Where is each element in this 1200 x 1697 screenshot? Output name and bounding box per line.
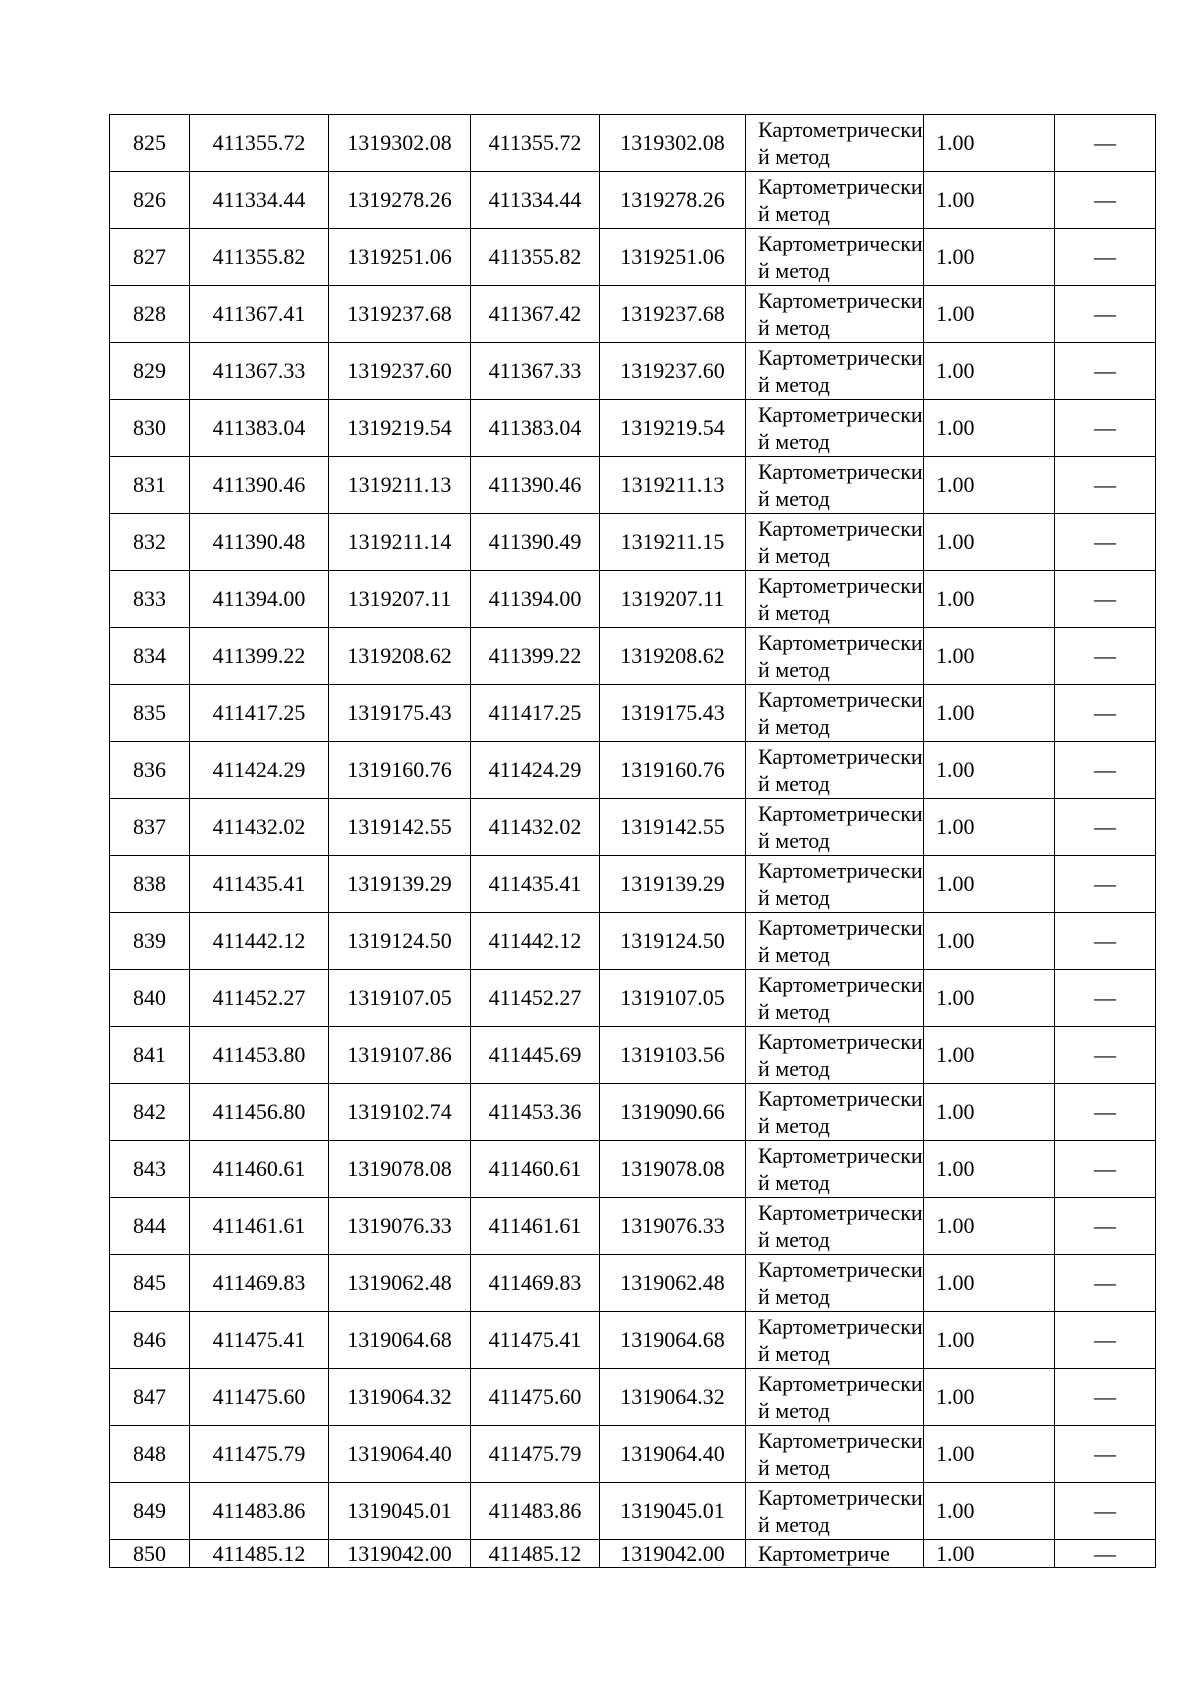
point-number-cell: 834 (110, 628, 190, 685)
point-number-cell: 825 (110, 115, 190, 172)
note-cell: — (1055, 400, 1156, 457)
method-cell: Картометрический метод (746, 799, 924, 856)
refined-y-cell: 1319237.68 (600, 286, 746, 343)
existing-x-cell: 411394.00 (190, 571, 329, 628)
precision-cell: 1.00 (924, 1540, 1055, 1568)
point-number-cell: 841 (110, 1027, 190, 1084)
refined-y-cell: 1319219.54 (600, 400, 746, 457)
refined-x-cell: 411367.33 (471, 343, 600, 400)
method-cell: Картометрический метод (746, 343, 924, 400)
table-row (110, 685, 1156, 742)
refined-y-cell: 1319302.08 (600, 115, 746, 172)
point-number-cell: 838 (110, 856, 190, 913)
table-row (110, 1255, 1156, 1312)
existing-x-cell: 411442.12 (190, 913, 329, 970)
method-cell: Картометрический метод (746, 628, 924, 685)
refined-x-cell: 411383.04 (471, 400, 600, 457)
existing-y-cell: 1319045.01 (329, 1483, 471, 1540)
existing-x-cell: 411461.61 (190, 1198, 329, 1255)
method-cell: Картометрический метод (746, 514, 924, 571)
refined-y-cell: 1319139.29 (600, 856, 746, 913)
note-cell: — (1055, 856, 1156, 913)
refined-y-cell: 1319208.62 (600, 628, 746, 685)
existing-x-cell: 411390.46 (190, 457, 329, 514)
precision-cell: 1.00 (924, 1084, 1055, 1141)
refined-y-cell: 1319078.08 (600, 1141, 746, 1198)
note-cell: — (1055, 115, 1156, 172)
note-cell: — (1055, 343, 1156, 400)
refined-y-cell: 1319160.76 (600, 742, 746, 799)
existing-x-cell: 411390.48 (190, 514, 329, 571)
existing-y-cell: 1319064.32 (329, 1369, 471, 1426)
refined-x-cell: 411334.44 (471, 172, 600, 229)
existing-x-cell: 411432.02 (190, 799, 329, 856)
table-row (110, 856, 1156, 913)
existing-y-cell: 1319237.60 (329, 343, 471, 400)
table-body (110, 115, 1156, 1568)
refined-x-cell: 411442.12 (471, 913, 600, 970)
table-row (110, 1141, 1156, 1198)
table-row (110, 514, 1156, 571)
point-number-cell: 828 (110, 286, 190, 343)
existing-x-cell: 411435.41 (190, 856, 329, 913)
note-cell: — (1055, 571, 1156, 628)
precision-cell: 1.00 (924, 1426, 1055, 1483)
refined-y-cell: 1319251.06 (600, 229, 746, 286)
refined-x-cell: 411452.27 (471, 970, 600, 1027)
existing-x-cell: 411424.29 (190, 742, 329, 799)
method-cell: Картометрический метод (746, 286, 924, 343)
refined-x-cell: 411355.82 (471, 229, 600, 286)
refined-y-cell: 1319042.00 (600, 1540, 746, 1568)
existing-y-cell: 1319251.06 (329, 229, 471, 286)
existing-y-cell: 1319062.48 (329, 1255, 471, 1312)
existing-y-cell: 1319124.50 (329, 913, 471, 970)
existing-y-cell: 1319042.00 (329, 1540, 471, 1568)
precision-cell: 1.00 (924, 913, 1055, 970)
point-number-cell: 831 (110, 457, 190, 514)
point-number-cell: 846 (110, 1312, 190, 1369)
note-cell: — (1055, 1027, 1156, 1084)
existing-x-cell: 411334.44 (190, 172, 329, 229)
note-cell: — (1055, 913, 1156, 970)
note-cell: — (1055, 1483, 1156, 1540)
coordinates-table (109, 114, 1156, 1568)
method-cell: Картометрический метод (746, 970, 924, 1027)
note-cell: — (1055, 229, 1156, 286)
point-number-cell: 830 (110, 400, 190, 457)
precision-cell: 1.00 (924, 1255, 1055, 1312)
point-number-cell: 844 (110, 1198, 190, 1255)
method-cell: Картометрический метод (746, 1312, 924, 1369)
method-cell: Картометрический метод (746, 1369, 924, 1426)
point-number-cell: 842 (110, 1084, 190, 1141)
refined-x-cell: 411417.25 (471, 685, 600, 742)
method-cell: Картометрический метод (746, 913, 924, 970)
refined-y-cell: 1319237.60 (600, 343, 746, 400)
refined-y-cell: 1319076.33 (600, 1198, 746, 1255)
refined-x-cell: 411355.72 (471, 115, 600, 172)
existing-y-cell: 1319076.33 (329, 1198, 471, 1255)
precision-cell: 1.00 (924, 628, 1055, 685)
refined-x-cell: 411399.22 (471, 628, 600, 685)
precision-cell: 1.00 (924, 286, 1055, 343)
method-cell: Картометрический метод (746, 1141, 924, 1198)
existing-x-cell: 411456.80 (190, 1084, 329, 1141)
existing-y-cell: 1319211.14 (329, 514, 471, 571)
refined-y-cell: 1319064.32 (600, 1369, 746, 1426)
refined-y-cell: 1319090.66 (600, 1084, 746, 1141)
refined-y-cell: 1319207.11 (600, 571, 746, 628)
existing-y-cell: 1319107.05 (329, 970, 471, 1027)
existing-y-cell: 1319102.74 (329, 1084, 471, 1141)
existing-x-cell: 411355.82 (190, 229, 329, 286)
existing-x-cell: 411355.72 (190, 115, 329, 172)
method-cell: Картометрический метод (746, 400, 924, 457)
existing-y-cell: 1319219.54 (329, 400, 471, 457)
table-row (110, 1084, 1156, 1141)
method-cell: Картометрический метод (746, 571, 924, 628)
existing-x-cell: 411475.41 (190, 1312, 329, 1369)
method-cell: Картометрический метод (746, 1426, 924, 1483)
point-number-cell: 845 (110, 1255, 190, 1312)
point-number-cell: 836 (110, 742, 190, 799)
table-row (110, 1426, 1156, 1483)
point-number-cell: 850 (110, 1540, 190, 1568)
point-number-cell: 847 (110, 1369, 190, 1426)
refined-x-cell: 411475.60 (471, 1369, 600, 1426)
existing-y-cell: 1319142.55 (329, 799, 471, 856)
method-cell: Картометрический метод (746, 685, 924, 742)
precision-cell: 1.00 (924, 685, 1055, 742)
note-cell: — (1055, 286, 1156, 343)
refined-y-cell: 1319062.48 (600, 1255, 746, 1312)
existing-x-cell: 411367.33 (190, 343, 329, 400)
existing-y-cell: 1319278.26 (329, 172, 471, 229)
note-cell: — (1055, 628, 1156, 685)
refined-x-cell: 411485.12 (471, 1540, 600, 1568)
table-row (110, 628, 1156, 685)
method-cell: Картометрический метод (746, 229, 924, 286)
existing-y-cell: 1319107.86 (329, 1027, 471, 1084)
refined-y-cell: 1319175.43 (600, 685, 746, 742)
refined-x-cell: 411435.41 (471, 856, 600, 913)
existing-y-cell: 1319175.43 (329, 685, 471, 742)
refined-x-cell: 411390.46 (471, 457, 600, 514)
existing-x-cell: 411417.25 (190, 685, 329, 742)
existing-y-cell: 1319237.68 (329, 286, 471, 343)
method-cell: Картометрический метод (746, 1027, 924, 1084)
table-row (110, 571, 1156, 628)
method-cell: Картометрический метод (746, 1483, 924, 1540)
refined-x-cell: 411394.00 (471, 571, 600, 628)
point-number-cell: 848 (110, 1426, 190, 1483)
precision-cell: 1.00 (924, 970, 1055, 1027)
table-row (110, 742, 1156, 799)
refined-y-cell: 1319278.26 (600, 172, 746, 229)
existing-x-cell: 411475.60 (190, 1369, 329, 1426)
refined-x-cell: 411445.69 (471, 1027, 600, 1084)
precision-cell: 1.00 (924, 1312, 1055, 1369)
existing-y-cell: 1319064.68 (329, 1312, 471, 1369)
refined-x-cell: 411367.42 (471, 286, 600, 343)
precision-cell: 1.00 (924, 229, 1055, 286)
precision-cell: 1.00 (924, 400, 1055, 457)
refined-x-cell: 411453.36 (471, 1084, 600, 1141)
existing-y-cell: 1319078.08 (329, 1141, 471, 1198)
refined-x-cell: 411475.41 (471, 1312, 600, 1369)
method-cell: Картометрический метод (746, 1198, 924, 1255)
existing-x-cell: 411452.27 (190, 970, 329, 1027)
existing-y-cell: 1319064.40 (329, 1426, 471, 1483)
table-row (110, 970, 1156, 1027)
refined-y-cell: 1319124.50 (600, 913, 746, 970)
precision-cell: 1.00 (924, 856, 1055, 913)
refined-y-cell: 1319211.15 (600, 514, 746, 571)
note-cell: — (1055, 172, 1156, 229)
existing-x-cell: 411367.41 (190, 286, 329, 343)
existing-x-cell: 411399.22 (190, 628, 329, 685)
existing-x-cell: 411460.61 (190, 1141, 329, 1198)
table-row (110, 1198, 1156, 1255)
method-cell: Картометрический метод (746, 1084, 924, 1141)
note-cell: — (1055, 799, 1156, 856)
table-row (110, 1027, 1156, 1084)
precision-cell: 1.00 (924, 571, 1055, 628)
point-number-cell: 832 (110, 514, 190, 571)
precision-cell: 1.00 (924, 742, 1055, 799)
precision-cell: 1.00 (924, 1141, 1055, 1198)
note-cell: — (1055, 1198, 1156, 1255)
precision-cell: 1.00 (924, 1198, 1055, 1255)
refined-y-cell: 1319107.05 (600, 970, 746, 1027)
refined-y-cell: 1319045.01 (600, 1483, 746, 1540)
refined-x-cell: 411424.29 (471, 742, 600, 799)
refined-x-cell: 411432.02 (471, 799, 600, 856)
table-row (110, 1312, 1156, 1369)
point-number-cell: 849 (110, 1483, 190, 1540)
existing-x-cell: 411469.83 (190, 1255, 329, 1312)
note-cell: — (1055, 1141, 1156, 1198)
point-number-cell: 839 (110, 913, 190, 970)
existing-y-cell: 1319139.29 (329, 856, 471, 913)
point-number-cell: 826 (110, 172, 190, 229)
precision-cell: 1.00 (924, 343, 1055, 400)
method-cell: Картометрический метод (746, 1255, 924, 1312)
method-cell: Картометрический метод (746, 172, 924, 229)
note-cell: — (1055, 1255, 1156, 1312)
table-row (110, 1369, 1156, 1426)
table-row (110, 400, 1156, 457)
existing-x-cell: 411485.12 (190, 1540, 329, 1568)
point-number-cell: 843 (110, 1141, 190, 1198)
refined-x-cell: 411483.86 (471, 1483, 600, 1540)
refined-y-cell: 1319142.55 (600, 799, 746, 856)
method-cell: Картометрический метод (746, 856, 924, 913)
method-cell: Картометрический метод (746, 742, 924, 799)
refined-x-cell: 411390.49 (471, 514, 600, 571)
existing-y-cell: 1319160.76 (329, 742, 471, 799)
refined-y-cell: 1319064.68 (600, 1312, 746, 1369)
note-cell: — (1055, 685, 1156, 742)
point-number-cell: 840 (110, 970, 190, 1027)
table-row (110, 229, 1156, 286)
table-row (110, 1540, 1156, 1568)
note-cell: — (1055, 1369, 1156, 1426)
note-cell: — (1055, 514, 1156, 571)
table-row (110, 913, 1156, 970)
note-cell: — (1055, 1540, 1156, 1568)
point-number-cell: 827 (110, 229, 190, 286)
refined-x-cell: 411460.61 (471, 1141, 600, 1198)
note-cell: — (1055, 742, 1156, 799)
point-number-cell: 835 (110, 685, 190, 742)
refined-x-cell: 411475.79 (471, 1426, 600, 1483)
point-number-cell: 829 (110, 343, 190, 400)
precision-cell: 1.00 (924, 1483, 1055, 1540)
existing-y-cell: 1319211.13 (329, 457, 471, 514)
refined-y-cell: 1319064.40 (600, 1426, 746, 1483)
table-row (110, 286, 1156, 343)
point-number-cell: 837 (110, 799, 190, 856)
existing-x-cell: 411475.79 (190, 1426, 329, 1483)
table-row (110, 799, 1156, 856)
method-cell: Картометрический метод (746, 457, 924, 514)
table-row (110, 115, 1156, 172)
precision-cell: 1.00 (924, 115, 1055, 172)
refined-x-cell: 411469.83 (471, 1255, 600, 1312)
note-cell: — (1055, 970, 1156, 1027)
precision-cell: 1.00 (924, 172, 1055, 229)
refined-y-cell: 1319211.13 (600, 457, 746, 514)
existing-x-cell: 411453.80 (190, 1027, 329, 1084)
precision-cell: 1.00 (924, 799, 1055, 856)
table-row (110, 1483, 1156, 1540)
existing-y-cell: 1319302.08 (329, 115, 471, 172)
precision-cell: 1.00 (924, 514, 1055, 571)
point-number-cell: 833 (110, 571, 190, 628)
existing-x-cell: 411483.86 (190, 1483, 329, 1540)
refined-y-cell: 1319103.56 (600, 1027, 746, 1084)
note-cell: — (1055, 457, 1156, 514)
existing-y-cell: 1319207.11 (329, 571, 471, 628)
note-cell: — (1055, 1312, 1156, 1369)
table-row (110, 172, 1156, 229)
existing-y-cell: 1319208.62 (329, 628, 471, 685)
refined-x-cell: 411461.61 (471, 1198, 600, 1255)
precision-cell: 1.00 (924, 457, 1055, 514)
precision-cell: 1.00 (924, 1369, 1055, 1426)
existing-x-cell: 411383.04 (190, 400, 329, 457)
method-cell: Картометриче (746, 1540, 924, 1568)
table-row (110, 343, 1156, 400)
method-cell: Картометрический метод (746, 115, 924, 172)
note-cell: — (1055, 1426, 1156, 1483)
precision-cell: 1.00 (924, 1027, 1055, 1084)
table-row (110, 457, 1156, 514)
note-cell: — (1055, 1084, 1156, 1141)
